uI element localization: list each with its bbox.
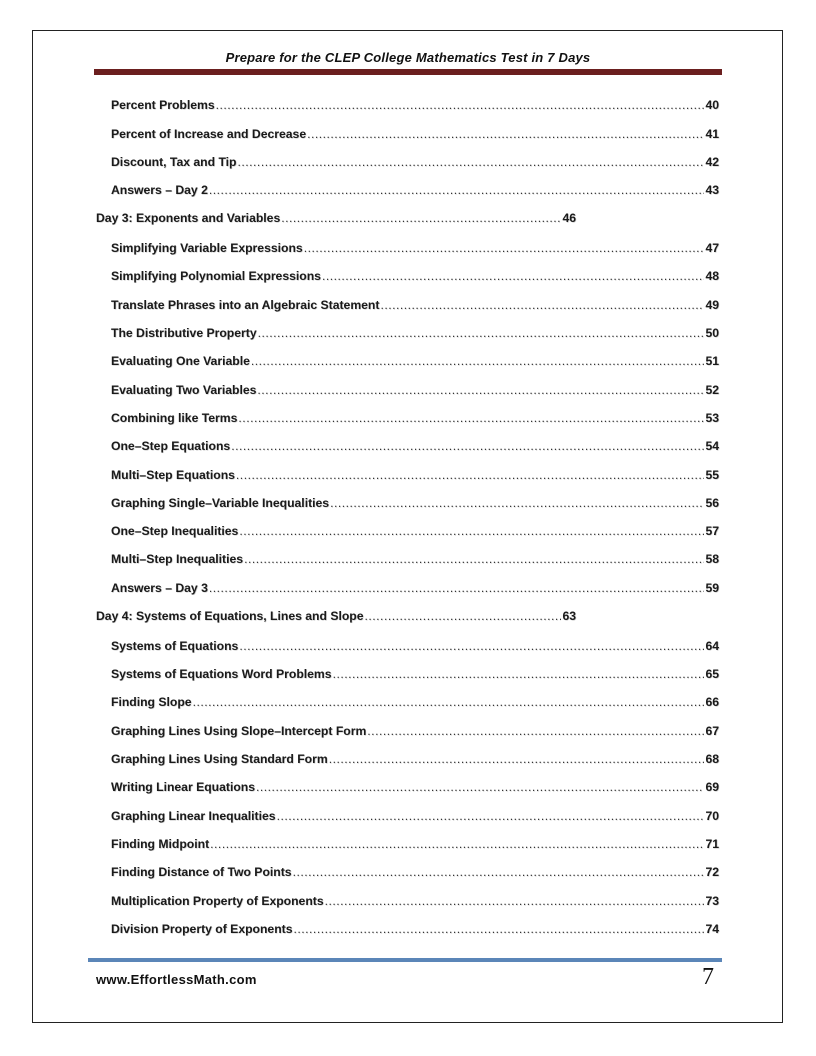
- toc-dot-leader: [209, 581, 705, 595]
- toc-entry[interactable]: [111, 241, 719, 257]
- toc-entry[interactable]: [111, 809, 719, 825]
- toc-dot-leader: [329, 752, 705, 766]
- toc-dot-leader: [380, 298, 704, 312]
- toc-entry-page-number: 48: [705, 269, 719, 283]
- toc-entry[interactable]: [111, 724, 719, 740]
- footer-website-link[interactable]: www.EffortlessMath.com: [96, 972, 257, 987]
- toc-entry[interactable]: [111, 127, 719, 143]
- toc-entry-label: One–Step Inequalities: [111, 524, 239, 538]
- toc-dot-leader: [333, 667, 705, 681]
- toc-entry[interactable]: [111, 780, 719, 796]
- toc-entry-label: Simplifying Variable Expressions: [111, 241, 303, 255]
- toc-entry-label: Graphing Lines Using Standard Form: [111, 752, 328, 766]
- toc-entry-label: Division Property of Exponents: [111, 922, 293, 936]
- toc-dot-leader: [251, 354, 705, 368]
- toc-entry[interactable]: [111, 639, 719, 655]
- toc-entry[interactable]: [111, 524, 719, 540]
- toc-entry-page-number: 53: [705, 411, 719, 425]
- toc-dot-leader: [322, 269, 704, 283]
- toc-entry[interactable]: [111, 439, 719, 455]
- toc-entry[interactable]: [111, 922, 719, 938]
- toc-entry-label: Graphing Lines Using Slope–Intercept Form: [111, 724, 367, 738]
- toc-dot-leader: [209, 183, 705, 197]
- toc-dot-leader: [365, 609, 562, 623]
- toc-dot-leader: [193, 695, 705, 709]
- toc-entry-label: Answers – Day 3: [111, 581, 208, 595]
- toc-entry-page-number: 46: [562, 211, 576, 225]
- toc-dot-leader: [293, 865, 705, 879]
- toc-entry-label: Multi–Step Equations: [111, 468, 235, 482]
- toc-entry-label: Systems of Equations: [111, 639, 239, 653]
- toc-dot-leader: [304, 241, 705, 255]
- header-divider: [94, 69, 722, 75]
- toc-entry-page-number: 49: [705, 298, 719, 312]
- toc-entry-page-number: 54: [705, 439, 719, 453]
- toc-dot-leader: [231, 439, 704, 453]
- toc-dot-leader: [367, 724, 704, 738]
- toc-entry[interactable]: [111, 155, 719, 171]
- toc-entry-page-number: 72: [705, 865, 719, 879]
- toc-entry[interactable]: [111, 552, 719, 568]
- toc-dot-leader: [236, 468, 705, 482]
- toc-entry-label: Combining like Terms: [111, 411, 238, 425]
- toc-entry-label: The Distributive Property: [111, 326, 257, 340]
- toc-entry-page-number: 67: [705, 724, 719, 738]
- toc-entry[interactable]: [111, 695, 719, 711]
- toc-entry-page-number: 55: [705, 468, 719, 482]
- toc-entry-label: One–Step Equations: [111, 439, 231, 453]
- toc-entry-label: Percent of Increase and Decrease: [111, 127, 307, 141]
- toc-entry-label: Finding Midpoint: [111, 837, 210, 851]
- toc-entry-page-number: 74: [705, 922, 719, 936]
- toc-dot-leader: [258, 326, 705, 340]
- toc-entry[interactable]: [111, 298, 719, 314]
- toc-entry-page-number: 71: [705, 837, 719, 851]
- toc-entry-page-number: 69: [705, 780, 719, 794]
- toc-entry-page-number: 70: [705, 809, 719, 823]
- toc-entry-label: Graphing Linear Inequalities: [111, 809, 276, 823]
- toc-entry-label: Multiplication Property of Exponents: [111, 894, 324, 908]
- toc-dot-leader: [256, 780, 704, 794]
- toc-entry[interactable]: [111, 865, 719, 881]
- toc-entry[interactable]: [111, 894, 719, 910]
- toc-dot-leader: [238, 411, 704, 425]
- toc-entry[interactable]: [111, 326, 719, 342]
- footer-divider: [88, 958, 722, 962]
- toc-entry[interactable]: [111, 837, 719, 853]
- toc-entry-page-number: 59: [705, 581, 719, 595]
- toc-entry-label: Evaluating Two Variables: [111, 383, 257, 397]
- toc-dot-leader: [330, 496, 704, 510]
- toc-entry-page-number: 73: [705, 894, 719, 908]
- toc-dot-leader: [294, 922, 705, 936]
- toc-entry-label: Writing Linear Equations: [111, 780, 256, 794]
- toc-entry-page-number: 58: [705, 552, 719, 566]
- toc-entry-page-number: 56: [705, 496, 719, 510]
- toc-entry-page-number: 51: [705, 354, 719, 368]
- toc-entry[interactable]: [111, 383, 719, 399]
- toc-entry[interactable]: [111, 98, 719, 114]
- toc-dot-leader: [216, 98, 705, 112]
- toc-entry-label: Simplifying Polynomial Expressions: [111, 269, 321, 283]
- toc-dot-leader: [239, 524, 704, 538]
- toc-chapter-entry[interactable]: [96, 609, 576, 625]
- toc-entry-page-number: 57: [705, 524, 719, 538]
- toc-entry-label: Systems of Equations Word Problems: [111, 667, 332, 681]
- toc-entry[interactable]: [111, 496, 719, 512]
- toc-dot-leader: [210, 837, 704, 851]
- toc-entry[interactable]: [111, 752, 719, 768]
- toc-entry-page-number: 40: [705, 98, 719, 112]
- toc-entry[interactable]: [111, 269, 719, 285]
- toc-entry-label: Answers – Day 2: [111, 183, 208, 197]
- toc-dot-leader: [239, 639, 704, 653]
- toc-entry-page-number: 65: [705, 667, 719, 681]
- toc-entry-label: Discount, Tax and Tip: [111, 155, 237, 169]
- toc-dot-leader: [325, 894, 705, 908]
- toc-entry-page-number: 41: [705, 127, 719, 141]
- toc-entry-page-number: 47: [705, 241, 719, 255]
- toc-entry-page-number: 64: [705, 639, 719, 653]
- toc-entry-page-number: 66: [705, 695, 719, 709]
- toc-dot-leader: [257, 383, 704, 397]
- toc-entry-page-number: 50: [705, 326, 719, 340]
- toc-chapter-entry[interactable]: [96, 211, 576, 227]
- toc-entry-label: Percent Problems: [111, 98, 215, 112]
- toc-entry-label: Multi–Step Inequalities: [111, 552, 244, 566]
- toc-entry-page-number: 52: [705, 383, 719, 397]
- toc-entry-page-number: 63: [562, 609, 576, 623]
- toc-dot-leader: [281, 211, 561, 225]
- toc-entry-page-number: 43: [705, 183, 719, 197]
- toc-entry[interactable]: [111, 411, 719, 427]
- toc-entry-label: Graphing Single–Variable Inequalities: [111, 496, 330, 510]
- toc-entry[interactable]: [111, 468, 719, 484]
- toc-entry-label: Evaluating One Variable: [111, 354, 250, 368]
- toc-entry[interactable]: [111, 581, 719, 597]
- toc-dot-leader: [307, 127, 704, 141]
- toc-entry-label: Finding Slope: [111, 695, 192, 709]
- toc-dot-leader: [238, 155, 705, 169]
- toc-entry-page-number: 68: [705, 752, 719, 766]
- toc-dot-leader: [277, 809, 705, 823]
- toc-entry-page-number: 42: [705, 155, 719, 169]
- toc-entry[interactable]: [111, 667, 719, 683]
- toc-entry-label: Day 4: Systems of Equations, Lines and Slope: [96, 609, 364, 623]
- running-header-title: Prepare for the CLEP College Mathematics Test in 7 Days: [225, 50, 591, 65]
- toc-entry[interactable]: [111, 183, 719, 199]
- page-number: 7: [702, 964, 714, 990]
- toc-entry-label: Translate Phrases into an Algebraic Statement: [111, 298, 380, 312]
- toc-entry-label: Day 3: Exponents and Variables: [96, 211, 281, 225]
- toc-entry-label: Finding Distance of Two Points: [111, 865, 292, 879]
- toc-entry[interactable]: [111, 354, 719, 370]
- toc-dot-leader: [244, 552, 704, 566]
